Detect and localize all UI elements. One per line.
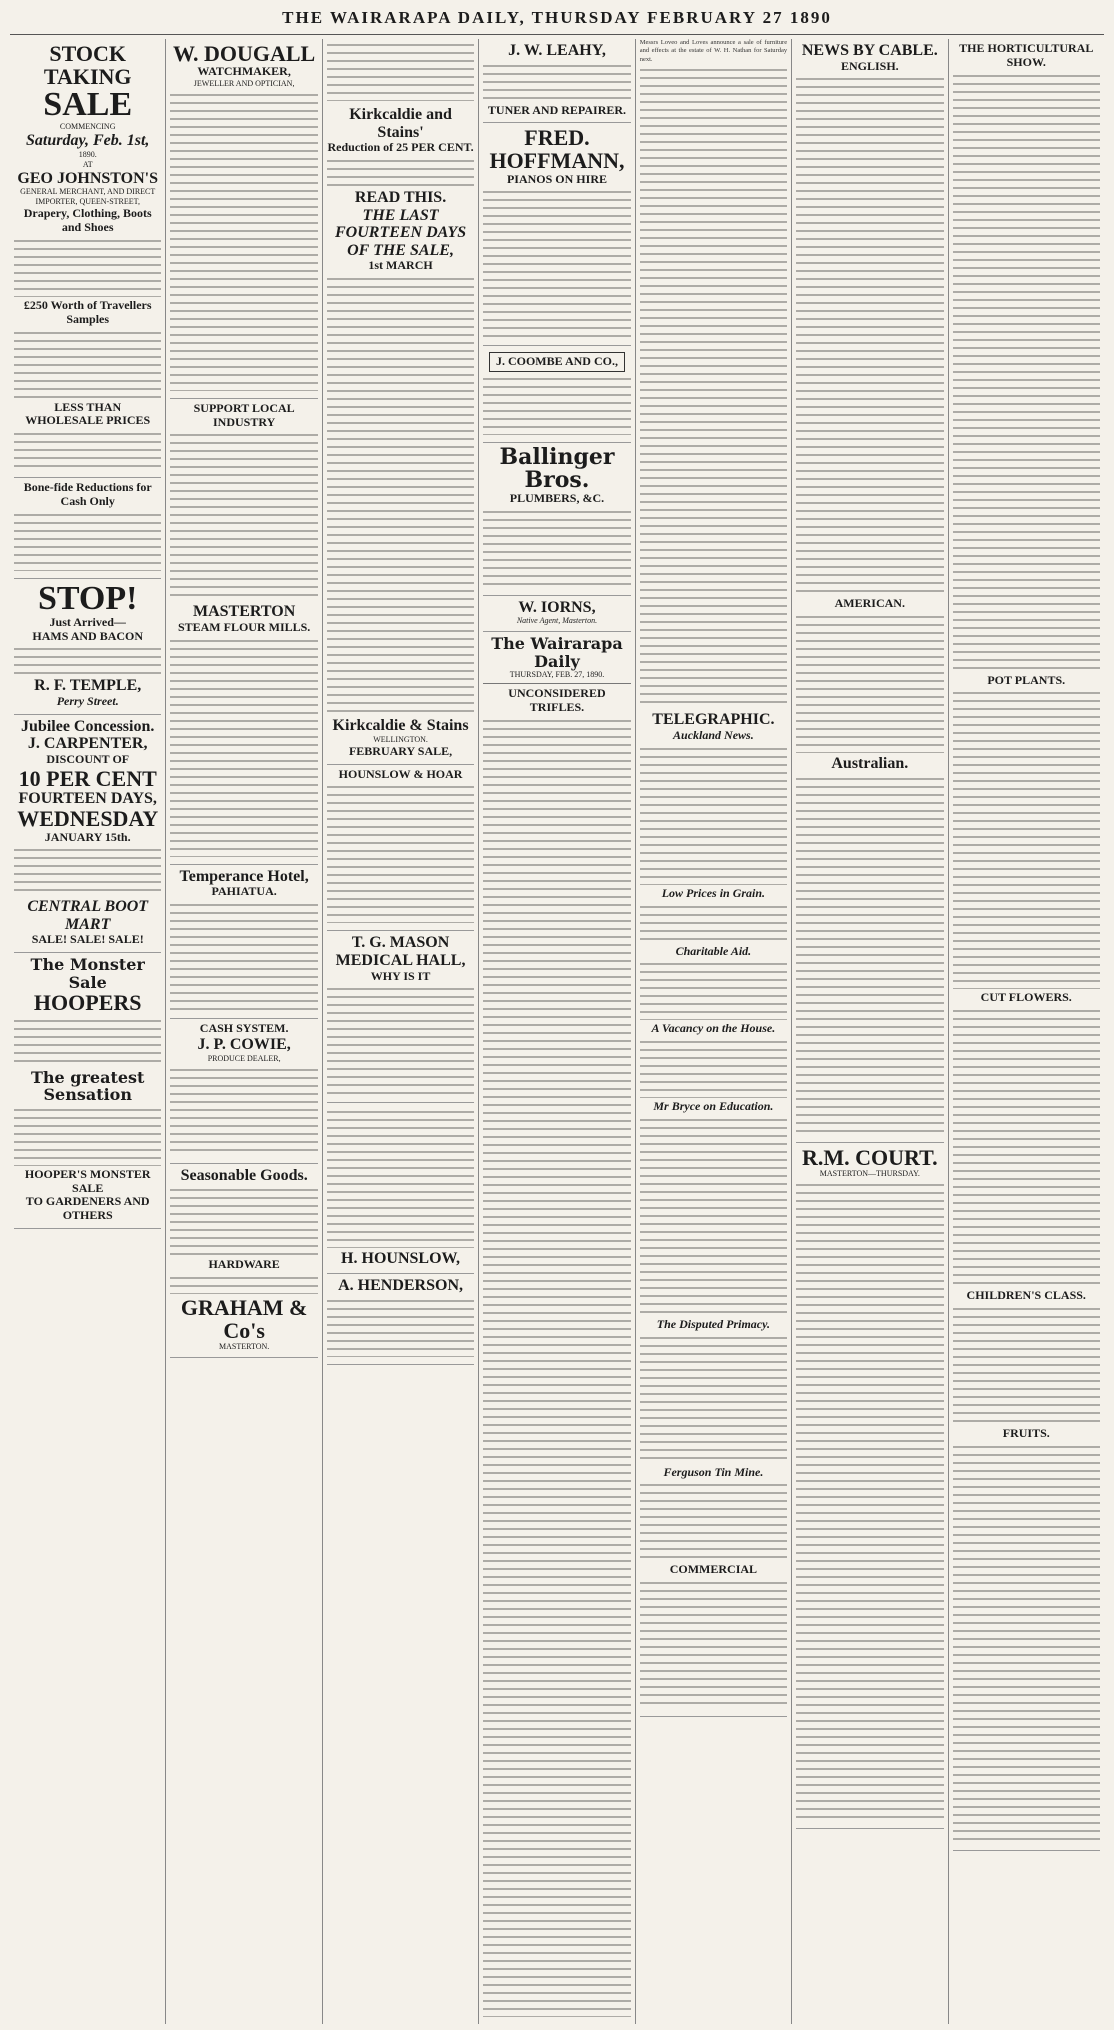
temperance-ad bbox=[170, 865, 317, 1019]
section-heading: R.M. COURT. bbox=[801, 1144, 938, 1170]
ad-body bbox=[14, 1106, 161, 1166]
section-sub: FRUITS. bbox=[1002, 1425, 1050, 1440]
ad-body bbox=[14, 430, 161, 470]
leahy-ad bbox=[483, 39, 630, 123]
dougall-ad bbox=[170, 39, 317, 399]
article-intro: Messrs Loveo and Loves announce a sale of furniture and effects at the estate of W. H. Nathan for Saturday next. bbox=[639, 39, 788, 63]
ad-sub: PLUMBERS, &C. bbox=[509, 490, 605, 505]
ad-heading: Kirkcaldie and Stains' bbox=[349, 106, 452, 141]
notice-body bbox=[327, 41, 474, 101]
ad-body bbox=[170, 431, 317, 601]
section-sub: CHILDREN'S CLASS. bbox=[966, 1288, 1086, 1303]
ad-masterton: MASTERTON. bbox=[219, 1342, 270, 1352]
ad-feb: FEBRUARY SALE, bbox=[348, 743, 453, 758]
section-sub: A Vacancy on the House. bbox=[651, 1021, 776, 1036]
ad-boot: CENTRAL BOOT MART bbox=[27, 898, 149, 933]
ad-fourteen: FOURTEEN DAYS, bbox=[18, 789, 157, 807]
section-sub: Australian. bbox=[831, 755, 909, 773]
ad-body bbox=[483, 188, 630, 338]
ad-temple: R. F. TEMPLE, bbox=[34, 677, 142, 695]
section-heading: COMMERCIAL bbox=[669, 1562, 758, 1577]
section-sub: Auckland News. bbox=[673, 727, 754, 742]
ad-heading: SUPPORT LOCAL INDUSTRY bbox=[193, 400, 295, 429]
ad-heading: J. W. LEAHY, bbox=[508, 42, 606, 59]
article-body bbox=[953, 689, 1100, 989]
article-body bbox=[640, 903, 787, 943]
article-body bbox=[796, 1181, 943, 1821]
ad-sub: PRODUCE DEALER, bbox=[207, 1053, 281, 1063]
column-5 bbox=[636, 39, 792, 2024]
ad-steam: STEAM FLOUR MILLS. bbox=[177, 620, 311, 635]
ad-heading: H. HOUNSLOW, bbox=[341, 1250, 461, 1268]
ad-body bbox=[483, 62, 630, 102]
ad-body bbox=[170, 637, 317, 857]
ad-sub: Native Agent, Masterton. bbox=[516, 616, 598, 626]
coombe-ad bbox=[483, 346, 630, 442]
stocktaking-ad bbox=[14, 39, 161, 478]
ad-body bbox=[327, 275, 474, 715]
article-body bbox=[953, 1443, 1100, 1843]
cowie-ad bbox=[170, 1019, 317, 1163]
ad-year: 1890. bbox=[78, 149, 97, 159]
section-sub: CUT FLOWERS. bbox=[980, 990, 1072, 1005]
article-body bbox=[640, 960, 787, 1020]
ad-heading: HOUNSLOW & HOAR bbox=[338, 766, 463, 781]
ad-cash: CASH SYSTEM. bbox=[199, 1021, 289, 1036]
article-body bbox=[953, 1305, 1100, 1425]
column-2 bbox=[166, 39, 322, 2024]
hoffmann-ad bbox=[483, 123, 630, 346]
ad-body bbox=[327, 1108, 474, 1248]
article-body bbox=[640, 1116, 787, 1316]
ad-body bbox=[327, 1297, 474, 1357]
article-body bbox=[953, 1007, 1100, 1287]
article-body bbox=[796, 613, 943, 753]
monster-ad bbox=[14, 953, 161, 1229]
article-body bbox=[640, 745, 787, 885]
mason-ad bbox=[327, 931, 474, 1103]
telegraphic-section bbox=[640, 708, 787, 1717]
ad-masterton: MASTERTON bbox=[192, 603, 296, 621]
article-body bbox=[640, 1038, 787, 1098]
section-sub: MASTERTON—THURSDAY. bbox=[819, 1168, 920, 1178]
section-sub: Charitable Aid. bbox=[675, 943, 752, 958]
section-sub: POT PLANTS. bbox=[987, 672, 1066, 687]
court-section bbox=[796, 1143, 943, 1829]
ad-body bbox=[14, 645, 161, 675]
ad-gardeners: TO GARDENERS AND OTHERS bbox=[25, 1194, 150, 1223]
section-heading: NEWS BY CABLE. bbox=[801, 42, 938, 59]
ad-body bbox=[170, 1066, 317, 1156]
horticultural-section bbox=[953, 39, 1100, 1851]
divider bbox=[483, 683, 630, 684]
ad-body bbox=[327, 157, 474, 187]
ad-medical: MEDICAL HALL, bbox=[335, 951, 466, 969]
masthead: THE WAIRARAPA DAILY, THURSDAY FEBRUARY 27 1890 bbox=[10, 8, 1104, 35]
column-4 bbox=[479, 39, 635, 2024]
article-body bbox=[640, 1481, 787, 1561]
section-sub: The Disputed Primacy. bbox=[656, 1316, 770, 1331]
ad-commencing: COMMENCING bbox=[59, 122, 116, 132]
ad-discount: DISCOUNT OF bbox=[46, 751, 130, 766]
ad-body bbox=[14, 329, 161, 399]
ad-perry: Perry Street. bbox=[56, 693, 119, 708]
ad-heading: The Monster Sale bbox=[30, 955, 145, 992]
cable-section bbox=[796, 39, 943, 1143]
ad-heading: T. G. MASON bbox=[351, 934, 450, 952]
ad-kirk2: Kirkcaldie & Stains bbox=[332, 717, 469, 735]
ad-sale: SALE! SALE! SALE! bbox=[31, 932, 144, 947]
ad-heading: J. COOMBE AND CO., bbox=[489, 352, 624, 371]
ad-heading: STOP! bbox=[37, 579, 138, 617]
ad-heading: Bone-fide Reductions for Cash Only bbox=[23, 480, 152, 508]
ad-body bbox=[14, 511, 161, 571]
section-sub: AMERICAN. bbox=[834, 596, 905, 611]
stop-ad bbox=[14, 579, 161, 715]
ad-hams: HAMS AND BACON bbox=[32, 628, 144, 643]
article-body bbox=[640, 1579, 787, 1709]
ad-graham: GRAHAM & Co's bbox=[180, 1295, 308, 1344]
ad-at: AT bbox=[82, 159, 93, 169]
ad-worth: £250 Worth of Travellers Samples bbox=[23, 297, 152, 326]
ad-carpenter: J. CARPENTER, bbox=[27, 735, 148, 753]
ad-body bbox=[327, 985, 474, 1095]
ad-heading: Jubilee Concession. bbox=[21, 717, 155, 735]
ad-percent: 10 PER CENT bbox=[18, 765, 157, 791]
section-sub: Low Prices in Grain. bbox=[661, 885, 766, 900]
ad-body bbox=[14, 846, 161, 896]
ad-body bbox=[170, 1186, 317, 1256]
article-body bbox=[640, 66, 787, 706]
ad-store-sub: GENERAL MERCHANT, AND DIRECT IMPORTER, QUEEN-STREET, bbox=[20, 187, 156, 207]
article-body bbox=[953, 72, 1100, 672]
section-heading: UNCONSIDERED TRIFLES. bbox=[508, 686, 606, 715]
ad-title: STOCK TAKING bbox=[43, 41, 132, 90]
column-3 bbox=[323, 39, 479, 2024]
henderson-ad bbox=[327, 1274, 474, 1365]
ad-hoopers: HOOPERS bbox=[33, 990, 142, 1016]
ad-why: WHY IS IT bbox=[370, 968, 431, 983]
ad-pianos: PIANOS ON HIRE bbox=[506, 171, 607, 186]
ad-body bbox=[170, 1274, 317, 1294]
hounslow-ad bbox=[327, 1103, 474, 1274]
local-industry-ad bbox=[170, 399, 317, 865]
ad-read: READ THIS. bbox=[354, 188, 447, 206]
column-7 bbox=[949, 39, 1104, 2024]
editorial-masthead bbox=[483, 632, 630, 2024]
ad-reduction: Reduction of 25 PER CENT. bbox=[327, 140, 474, 155]
ad-less: LESS THAN WHOLESALE PRICES bbox=[25, 399, 151, 428]
ad-date: Saturday, Feb. 1st, bbox=[26, 132, 150, 150]
hounslow-hoar-ad bbox=[327, 765, 474, 932]
iorns-ad bbox=[483, 596, 630, 633]
ad-hardware: HARDWARE bbox=[208, 1257, 280, 1272]
ad-heading: A. HENDERSON, bbox=[338, 1276, 463, 1294]
jubilee-ad bbox=[14, 715, 161, 954]
ad-wellington: WELLINGTON. bbox=[373, 734, 428, 744]
ad-body bbox=[14, 237, 161, 297]
ad-heading: W. DOUGALL bbox=[173, 41, 316, 66]
bone-fide-ad bbox=[14, 478, 161, 579]
ad-heading: Temperance Hotel, bbox=[179, 867, 309, 885]
ad-heading: W. IORNS, bbox=[518, 598, 596, 616]
ad-watchmaker: WATCHMAKER, bbox=[197, 64, 291, 79]
column-6 bbox=[792, 39, 948, 2024]
ad-drapery: Drapery, Clothing, Boots and Shoes bbox=[23, 206, 152, 235]
ad-jeweller: JEWELLER AND OPTICIAN, bbox=[193, 78, 295, 88]
section-sub: Mr Bryce on Education. bbox=[653, 1099, 774, 1114]
section-sub: ENGLISH. bbox=[840, 58, 899, 73]
paper-date: THURSDAY, FEB. 27, 1890. bbox=[509, 670, 605, 680]
ad-title-sale: SALE bbox=[43, 86, 133, 124]
section-sub: Ferguson Tin Mine. bbox=[663, 1464, 764, 1479]
column-1 bbox=[10, 39, 166, 2024]
paper-title: The Wairarapa Daily bbox=[491, 634, 623, 671]
ad-body bbox=[483, 508, 630, 588]
article-body bbox=[796, 775, 943, 1135]
ad-heading: J. P. COWIE, bbox=[197, 1036, 291, 1054]
ad-sub: Just Arrived— bbox=[49, 614, 126, 629]
section-heading: TELEGRAPHIC. bbox=[652, 711, 775, 729]
ad-sensation: The greatest Sensation bbox=[31, 1067, 145, 1105]
ad-body bbox=[483, 375, 630, 435]
section-heading: THE HORTICULTURAL SHOW. bbox=[959, 41, 1094, 69]
columns bbox=[10, 39, 1104, 2024]
ad-body bbox=[327, 783, 474, 923]
ad-store: GEO JOHNSTON'S bbox=[17, 169, 159, 187]
ad-january: JANUARY 15th. bbox=[44, 829, 131, 844]
ad-monster2: HOOPER'S MONSTER SALE bbox=[24, 1166, 151, 1195]
ad-tuner: TUNER AND REPAIRER. bbox=[487, 102, 627, 117]
kirkcaldie-ad bbox=[327, 103, 474, 765]
ad-sub: PAHIATUA. bbox=[211, 884, 277, 899]
ad-body bbox=[14, 1017, 161, 1067]
ballinger-ad bbox=[483, 443, 630, 596]
ad-body bbox=[170, 91, 317, 391]
ad-heading: FRED. HOFFMANN, bbox=[489, 125, 625, 174]
ad-heading: Seasonable Goods. bbox=[180, 1166, 308, 1184]
seasonable-ad bbox=[170, 1164, 317, 1359]
ad-march: 1st MARCH bbox=[368, 258, 433, 273]
ad-wednesday: WEDNESDAY bbox=[17, 806, 159, 832]
article-body bbox=[640, 1334, 787, 1464]
article-body bbox=[796, 75, 943, 595]
ad-body bbox=[170, 901, 317, 1011]
ad-fourteen: THE LAST FOURTEEN DAYS OF THE SALE, bbox=[334, 206, 467, 259]
ad-heading: Ballinger Bros. bbox=[499, 443, 615, 493]
article-body bbox=[483, 717, 630, 2017]
